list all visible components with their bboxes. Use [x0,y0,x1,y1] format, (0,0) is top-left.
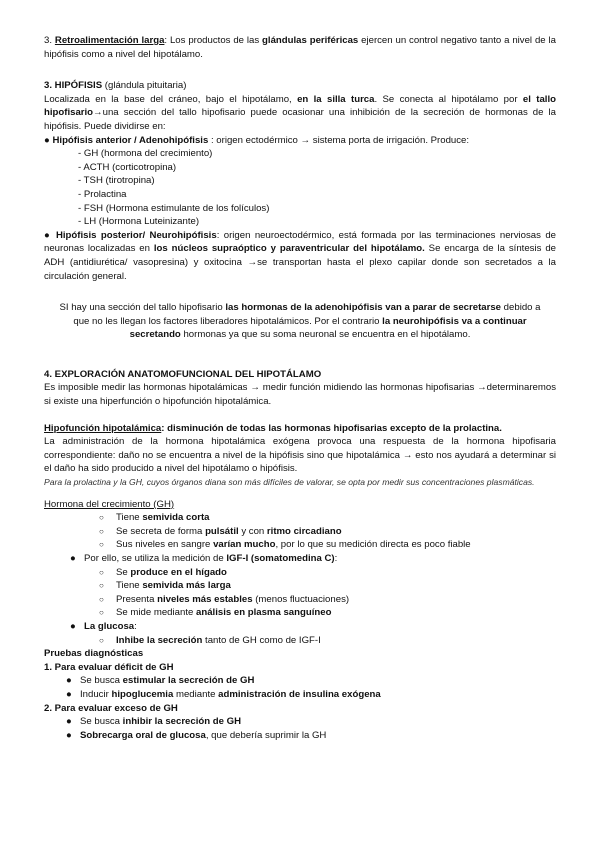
bullet-icon: ● [66,675,72,687]
deficit-list [44,674,556,701]
text: Se busca [80,675,123,687]
list-item [44,606,556,620]
text: debido a que no les llegan los factores liberadores hipotalámicos. Por el contrario [73,302,541,327]
bold-text: Hipófisis posterior/ Neurohipófisis [55,229,217,241]
bold-text: semivida más larga [142,580,231,592]
text: Localizada en la base del cráneo, bajo el hipotálamo, [44,93,298,105]
hollow-bullet-icon: ○ [99,567,104,577]
text: (menos fluctuaciones) [252,593,350,605]
hollow-bullet-icon: ○ [99,594,104,604]
list-item [44,620,556,634]
text: , por lo que su medición directa es poco fiable [275,539,471,551]
text: Se busca [80,716,123,728]
bullet-icon: ● [44,229,52,241]
list-item [44,593,556,607]
list-item [44,688,556,702]
bold-text: ritmo circadiano [266,525,342,537]
hipofisis-heading [44,79,556,93]
bold-text: Sobrecarga oral de glucosa [80,729,206,741]
bold-text: Hipófisis anterior / Adenohipófisis [52,134,209,146]
tallo-note [44,301,556,342]
text: →una sección del tallo hipofisario puede ocasionar una inhibición de la secreción de hormonas de la hipófisis. Puede dividirse en: [44,107,556,132]
bold-text: hipoglucemia [111,688,174,700]
list-item [44,511,556,525]
list-item [44,674,556,688]
text: : origen neuroectodérmico, está formada por las terminaciones nerviosas de neuronas localizadas en [44,229,557,255]
text: Sus niveles en sangre [116,539,214,551]
bold-text: inhibir la secreción de GH [122,716,242,728]
bold-text: varían mucho [213,539,276,551]
bold-text: : disminución de todas las hormonas hipofisarias excepto de la prolactina. [161,422,502,434]
text: : [334,553,338,564]
bullet-icon: ● [70,553,76,564]
text: Se mide mediante [116,607,196,619]
hormone-item: - ACTH (corticotropina) [78,161,177,173]
hormone-item: - LH (Hormona Luteinizante) [78,216,200,228]
bold-text: en la silla turca [297,93,375,105]
list-item [44,538,556,552]
list-item [44,525,556,539]
list-item [44,579,556,593]
hollow-bullet-icon: ○ [99,540,104,550]
exploracion-intro: Es imposible medir las hormonas hipotalámicas → medir función midiendo las hormonas hipofisarias →determinaremos si existe una hiperfunción o hipofunción hipotalámica. [44,382,556,408]
bold-text: la neurohipófisis va a continuar secretando [129,315,527,341]
hormone-item: - FSH (Hormona estimulante de los folículos) [78,202,270,214]
feedback-term: Retroalimentación larga [54,35,165,46]
hollow-bullet-icon: ○ [99,513,104,523]
bold-text: produce en el hígado [130,566,227,578]
text: Se [116,566,131,578]
text: , que debería suprimir la GH [205,729,327,741]
bold-text: las hormonas de la adenohipófisis van a parar de secretarse [225,302,502,314]
bullet-icon: ● [70,620,76,632]
gh-title: Hormona del crecimiento (GH) [44,498,175,510]
underlined-bold-text: Hipofunción hipotalámica [44,422,162,434]
bold-text: La glucosa [84,620,135,632]
bold-text: pulsátil [205,525,239,537]
bold-text: Inhibe la secreción [116,634,203,646]
hipofuncion-paragraph: La administración de la hormona hipotalámica exógena provoca una respuesta de la hormona hipofisaria correspondiente: daño no se encuentra a nivel de la hipófisis sino que hipotalámica → esto nos ayudará a determinar si el daño ha sido producido a nivel del hipotálamo o hipófisis. [44,436,556,475]
hipofisis-intro [44,93,556,134]
bold-text: semivida corta [142,512,210,524]
text: y con [238,525,267,537]
text: Tiene [116,580,143,592]
hollow-bullet-icon: ○ [99,608,104,618]
heading-normal: (glándula pituitaria) [102,80,187,92]
bold-text: glándulas periféricas [262,35,359,46]
bold-text: IGF-I (somatomedina C) [226,553,335,564]
hollow-bullet-icon: ○ [99,526,104,536]
bold-text: estimular la secreción de GH [122,675,255,687]
text: Inducir [80,688,112,700]
bullet-icon: ● [66,688,72,700]
bullet-icon: ● [66,716,72,728]
list-item [44,634,556,648]
gh-list [44,511,556,647]
feedback-number: 3. [44,35,55,46]
text: tanto de GH como de IGF-I [202,634,321,646]
exceso-list [44,715,556,742]
text: Presenta [116,593,158,605]
list-item [44,729,556,743]
text: Tiene [116,512,143,524]
neurohipofisis-item [44,229,556,283]
bold-text: niveles más estables [157,593,253,605]
pruebas-heading: Pruebas diagnósticas [44,648,144,660]
hollow-bullet-icon: ○ [99,581,104,591]
text: SI hay una sección del tallo hipofisario [59,302,226,314]
feedback-paragraph [44,34,556,61]
italic-note: Para la prolactina y la GH, cuyos órganos diana son más difíciles de valorar, se opta por medir sus concentraciones plasmáticas. [44,477,535,488]
text: ejercen un control negativo tanto a nivel de la hipófisis como a nivel del hipotálamo. [44,35,556,60]
hormone-item: - Prolactina [78,188,127,200]
bold-text: los núcleos supraóptico y paraventricular del hipotálamo. [153,243,425,255]
deficit-heading: 1. Para evaluar déficit de GH [44,661,174,673]
text: hormonas ya que su soma neuronal se encuentra en el hipotálamo. [180,329,471,341]
text: Por ello, se utiliza la medición de [84,553,227,564]
hormone-item: - GH (hormona del crecimiento) [78,148,213,160]
list-item [44,552,556,566]
text: : origen ectodérmico → sistema porta de irrigación. Produce: [208,134,470,146]
list-item [44,566,556,580]
text: Se encarga de la síntesis de ADH (antidiurética/ vasopresina) y oxitocina →se transportan hasta el plexo capilar donde son secretados a la circulación general. [44,243,556,282]
bullet-icon: ● [44,134,50,146]
hipofuncion-line [44,422,556,436]
bold-text: administración de insulina exógena [218,688,381,700]
list-item [44,715,556,729]
exploracion-heading: 4. EXPLORACIÓN ANATOMOFUNCIONAL DEL HIPOTÁLAMO [44,368,322,380]
text: . Se conecta al hipotálamo por [374,93,523,105]
exceso-heading: 2. Para evaluar exceso de GH [44,702,178,714]
text: : Los productos de las [164,35,263,46]
bold-text: el tallo hipofisario [44,93,556,119]
bold-text: análisis en plasma sanguíneo [196,607,332,619]
hormone-item: - TSH (tirotropina) [78,175,155,187]
hollow-bullet-icon: ○ [99,635,104,645]
heading-bold: 3. HIPÓFISIS [44,80,103,92]
text: Se secreta de forma [116,525,206,537]
adenohipofisis-item [44,134,556,148]
bullet-icon: ● [66,729,72,741]
text: mediante [173,688,219,700]
text: : [134,620,137,632]
